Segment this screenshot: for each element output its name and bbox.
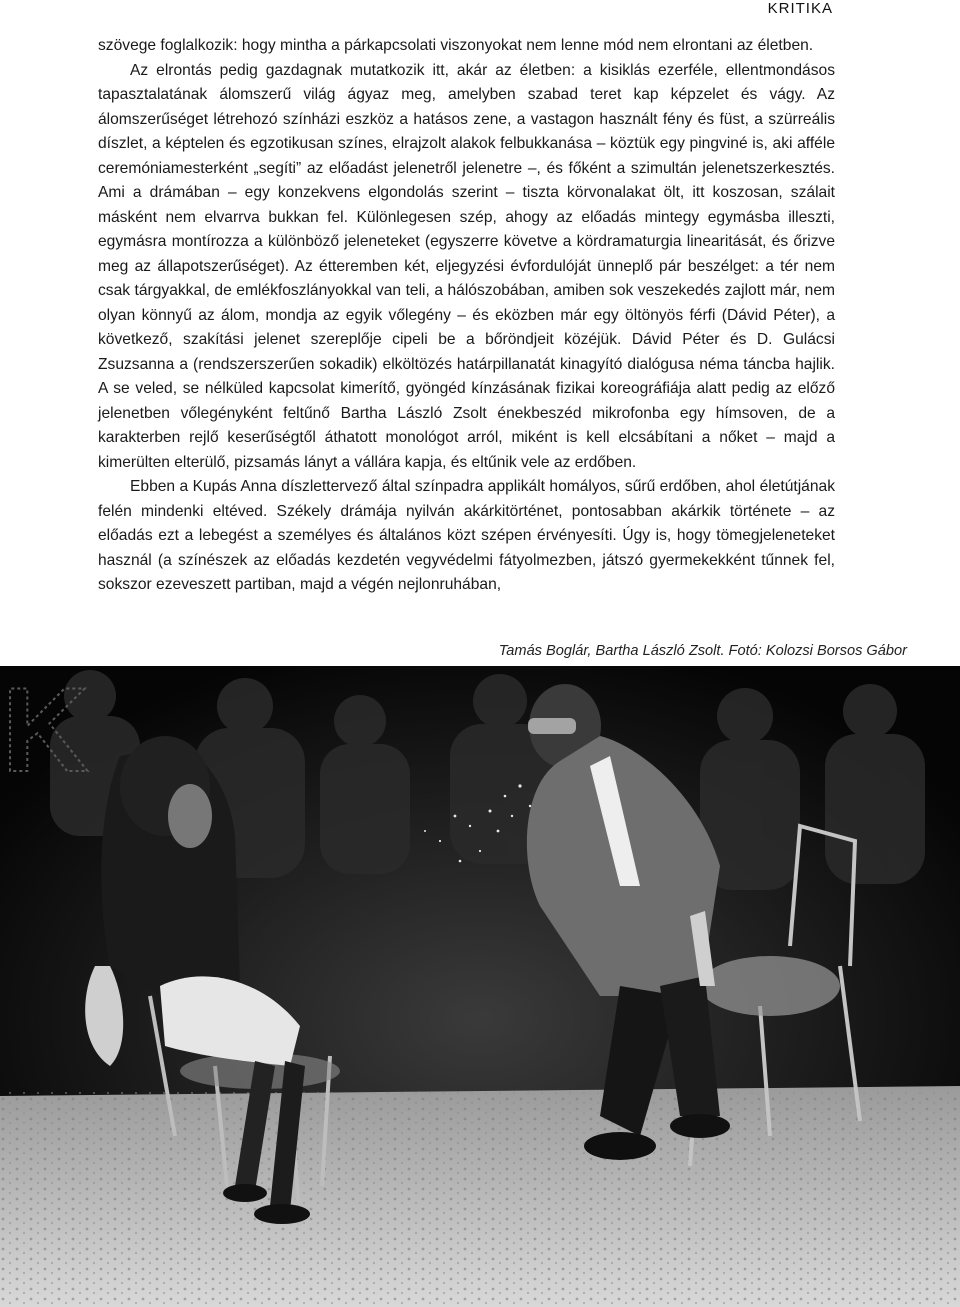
stage-photo	[0, 666, 960, 1307]
photo-caption: Tamás Boglár, Bartha László Zsolt. Fotó: Kolozsi Borsos Gábor	[498, 643, 907, 659]
watermark-letter: K	[2, 666, 89, 797]
stage-photo-illustration	[0, 666, 960, 1307]
article-paragraph-1: szövege foglalkozik: hogy mintha a párkapcsolati viszonyokat nem lenne mód nem elrontani az életben.	[98, 37, 814, 54]
article-paragraph-2: Az elrontás pedig gazdagnak mutatkozik itt, akár az életben: a kisiklás ezerféle, ellentmondásos tapasztalatának álomszerű világ ágyaz meg, amelyben szabad teret kap képzelet és vágy. Az álomszerűséget létrehozó színházi eszköz a hatásos zene, a vastagon használt fény és füst, a szürreális díszlet, a képtelen és egzotikusan színes, elrajzolt alakok felbukkanása – köztük egy pingviné is, aki afféle ceremóniamesterként „segíti” az előadást jelenetről jelenetre –, és főként a szimultán jelenetszerkesztés. Ami a drámában – egy konzekvens elgondolás szerint – tiszta körvonalakat ölt, itt koszosan, szálait másként nem elvarrva bukkan fel. Különlegesen szép, ahogy az előadás mintegy egymásba illeszti, egymásra montírozza a különböző jeleneteket (egyszerre követve a kördramaturgia linearitását, és őrizve meg az állapotszerűséget). Az étteremben két, eljegyzési évfordulóját ünneplő pár beszélget: a tér nem csak tárgyakkal, de emlékfoszlányokkal van teli, a hálószobában, amiben sok veszekedés zajlott már, nem olyan könnyű az álom, mondja az egyik vőlegény – és eközben már egy öltönyös férfi (Dávid Péter), a következő, szakítási jelenet szereplője cipeli be a bőröndjeit közéjük. Dávid Péter és D. Gulácsi Zsuzsanna a (rendszerszerűen sokadik) elköltözés határpillanatát kinagyító dialógusa néma táncba hajlik. A se veled, se nélküled kapcsolat kimerítő, gyöngéd kínzásának fizikai koreográfiája alatt pedig az előző jelenetben vőlegényként feltűnő Bartha László Zsolt énekbeszéd mikrofonba egy hímsoven, de a karakterben rejlő keserűségtől áthatott monológot arról, miként is kell elcsábítani a nőket – majd a kimerülten elterülő, pizsamás lányt a vállára kapja, és eltűnik vele az erdőben.	[98, 61, 835, 471]
section-label: KRITIKA	[767, 0, 833, 17]
article-body	[98, 34, 835, 598]
article-paragraph-3: Ebben a Kupás Anna díszlettervező által színpadra applikált homályos, sűrű erdőben, ahol életútjának felén mindenki eltéved. Székely drámája nyilván akárkitörténet, pontosabban akárkik története – az előadás ezt a lebegést a személyes és általános közt szépen érvényesíti. Úgy is, hogy tömegjeleneteket használ (a színészek az előadás kezdetén vegyvédelmi fátyolmezben, játszó gyermekekként tűnnek fel, sokszor ezeveszett partiban, majd a végén nejlonruhában,	[98, 478, 835, 593]
